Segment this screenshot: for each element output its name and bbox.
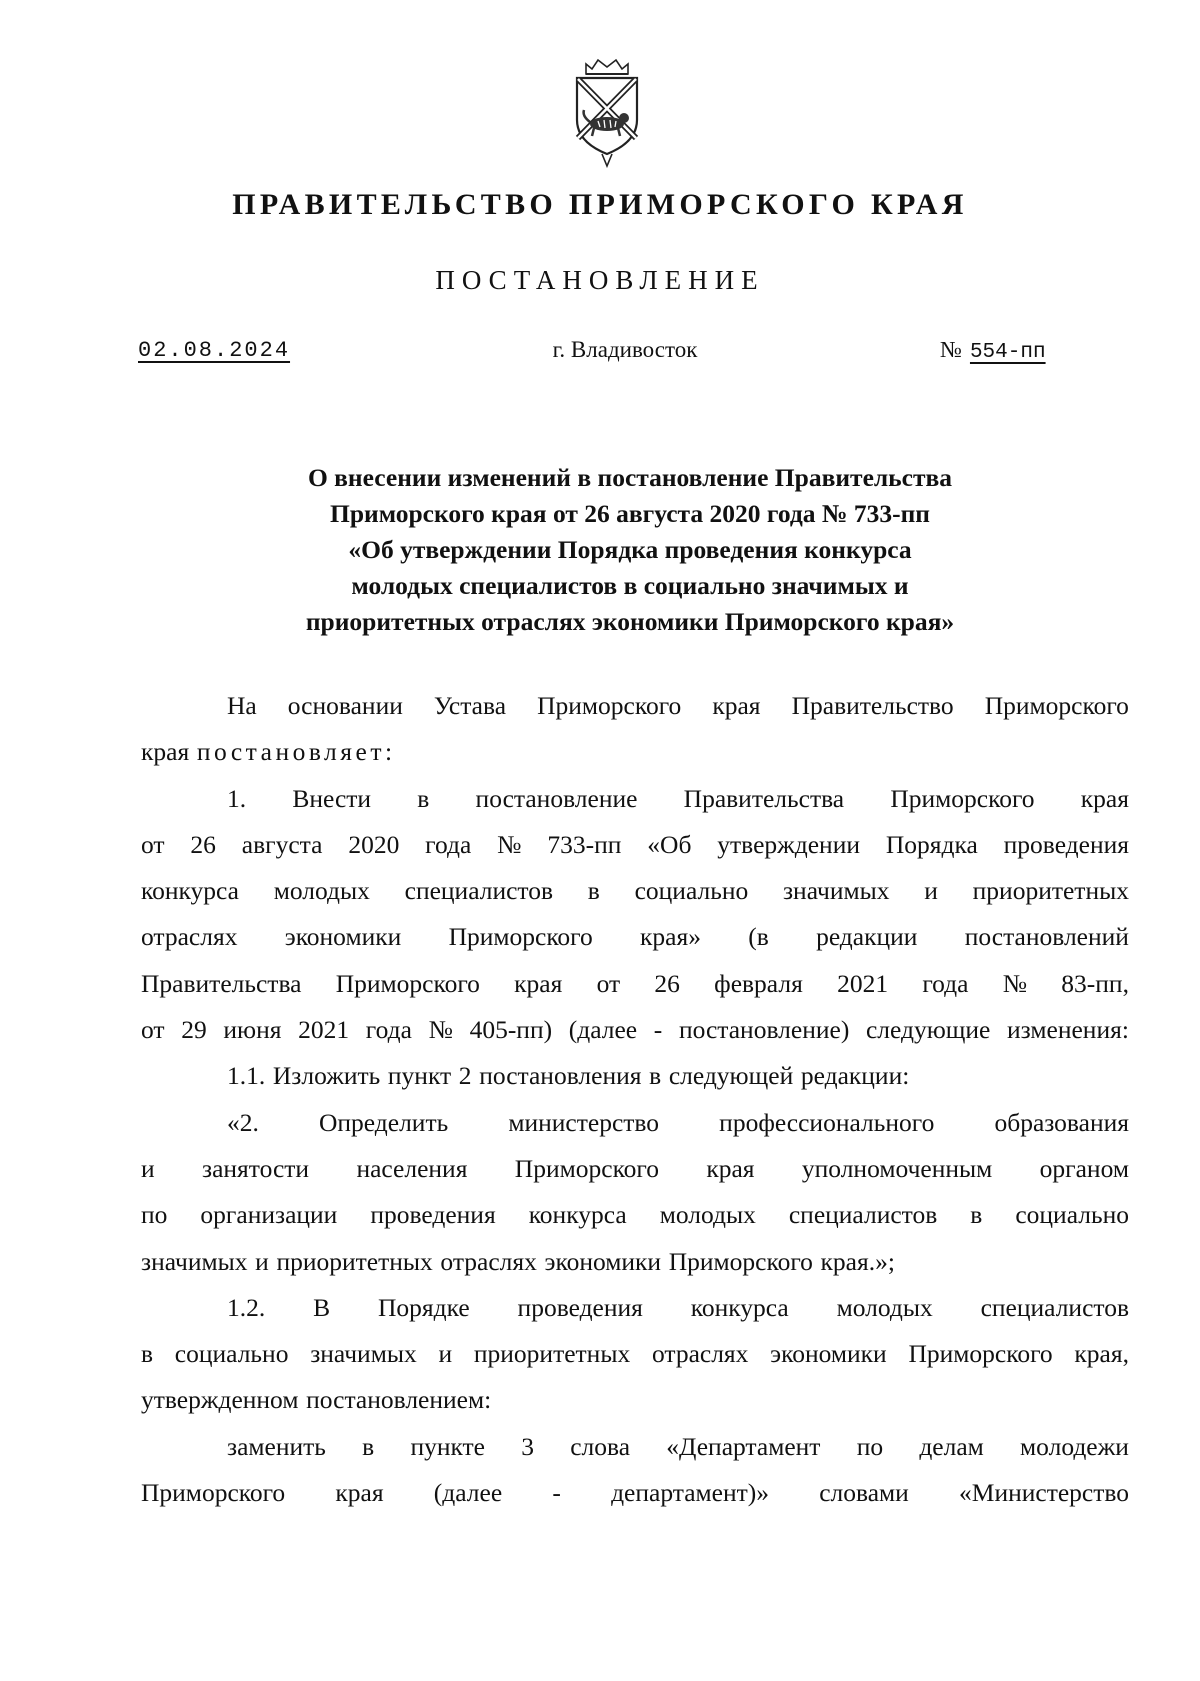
word: края, [1074,1339,1129,1369]
word: 405-пп) [469,1015,553,1045]
word: постановление [475,783,638,813]
word: Правительства [141,968,302,998]
word: постановлений [964,922,1129,952]
word: 2 [458,1061,472,1091]
word: молодых [659,1200,756,1230]
word: от [141,1015,165,1045]
word: приоритетных [473,1339,631,1369]
document-number [940,337,1046,364]
document-date: 02.08.2024 [138,338,291,363]
word: в [587,876,600,906]
word: отраслях [651,1339,749,1369]
word: края [514,968,563,998]
body-line-text: края [141,737,190,767]
word: Приморского [908,1339,1053,1369]
body-line [141,1053,1129,1099]
word: в [417,783,430,813]
word: 1. [227,783,247,813]
word: органом [1039,1153,1129,1183]
word: Изложить [272,1061,381,1091]
word: министерство [508,1107,660,1137]
word: организации [200,1200,338,1230]
word: года [425,829,472,859]
body-line [141,914,1129,960]
word: В [313,1292,331,1322]
body-line [141,1192,1129,1238]
word: и [255,1246,269,1276]
word: пункт [387,1061,452,1091]
word: по [856,1431,884,1461]
body-line [141,822,1129,868]
word: «Департамент [666,1431,821,1461]
word: социально [1015,1200,1129,1230]
word: «Министерство [959,1478,1129,1508]
word: редакции [816,922,918,952]
word: (далее [433,1478,503,1508]
word: Правительство [791,691,954,720]
word: социально [174,1339,289,1369]
word: специалистов [980,1292,1129,1322]
heading-line: О внесении изменений в постановление Правительства [307,463,953,492]
document-heading [200,460,1060,640]
word: Приморского [668,1246,813,1276]
word: «2. [227,1107,259,1137]
word: 1.1. [227,1061,266,1091]
body-line [141,1470,1129,1516]
word: экономики [544,1246,662,1276]
word: основании [287,691,403,720]
word: Приморского [537,691,682,720]
body-line [141,1239,1129,1285]
word: заменить [227,1431,326,1461]
word: 26 [654,968,680,998]
word: 2020 [348,829,400,859]
coat-of-arms-icon [572,58,642,168]
word: № [1002,968,1028,998]
word: приоритетных [276,1246,433,1276]
body-line [141,961,1129,1007]
word: молодых [836,1292,933,1322]
word: Определить [319,1107,449,1137]
word: значимых [310,1339,417,1369]
word: профессионального [719,1107,935,1137]
body-line [141,776,1129,822]
document-body [141,683,1129,1516]
word: Приморского [514,1153,659,1183]
word: отраслях [440,1246,537,1276]
word: края» [640,922,701,952]
word: в [362,1431,375,1461]
word: отраслях [141,922,238,952]
word: и [438,1339,453,1369]
word: экономики [284,922,402,952]
word: уполномоченным [801,1153,993,1183]
word: (в [748,922,769,952]
word: от [141,829,165,859]
number-value: 554-пп [969,341,1046,364]
word: в [970,1200,983,1230]
word: 2021 [298,1015,350,1045]
body-line [141,1146,1129,1192]
word: № [497,829,522,859]
word: следующей [668,1061,794,1091]
word: и [141,1153,155,1183]
body-line [141,1285,1129,1331]
word: края [335,1478,384,1508]
word: утверждении [717,829,860,859]
word: следующие [865,1015,991,1045]
word: Правительства [683,783,845,813]
word: образования [994,1107,1129,1137]
word: конкурса [141,876,239,906]
word: значимых [782,876,890,906]
word: (далее [568,1015,638,1045]
word: постановления [479,1061,642,1091]
word: постановление) [678,1015,850,1045]
heading-line: молодых специалистов в социально значимых и [351,571,909,600]
document-city: г. Владивосток [552,337,698,362]
body-line [141,1100,1129,1146]
word: молодых [273,876,370,906]
body-line [141,1007,1129,1053]
word: края [712,691,761,720]
word: - [552,1478,561,1508]
word: края.»; [820,1246,895,1276]
word: проведения [517,1292,643,1322]
number-label: № [940,337,962,362]
word: 83-пп, [1061,968,1129,998]
word: - [653,1015,663,1045]
word: занятости [202,1153,310,1183]
word: редакции: [800,1061,910,1091]
word: № [428,1015,453,1045]
word: специалистов [404,876,554,906]
word: края [1080,783,1129,813]
word: в [141,1339,154,1369]
word: Приморского [984,691,1129,720]
word: изменения: [1007,1015,1129,1045]
word: населения [356,1153,468,1183]
word: Приморского [890,783,1035,813]
word: от [596,968,621,998]
word: 1.2. [227,1292,266,1322]
word: августа [241,829,323,859]
word: по [141,1200,168,1230]
word: Приморского [141,1478,286,1508]
word: конкурса [528,1200,627,1230]
word: экономики [770,1339,887,1369]
decree-word: постановляет: [196,737,396,767]
word: молодежи [1020,1431,1129,1461]
body-line [141,1377,1129,1423]
word: «Об [647,829,692,859]
government-title: ПРАВИТЕЛЬСТВО ПРИМОРСКОГО КРАЯ [232,188,968,221]
word: года [365,1015,412,1045]
word: и [924,876,938,906]
word: специалистов [788,1200,938,1230]
word: июня [223,1015,282,1045]
word: департамент)» [611,1478,769,1508]
word: приоритетных [972,876,1129,906]
word: делам [919,1431,984,1461]
word: Приморского [335,968,480,998]
word: социально [634,876,749,906]
word: в [649,1061,662,1091]
heading-line: Приморского края от 26 августа 2020 года № 733-пп [330,499,930,528]
word: Порядке [377,1292,470,1322]
word: утвержденном [141,1385,299,1415]
body-line [141,729,1129,775]
word: словами [819,1478,909,1508]
document-type: ПОСТАНОВЛЕНИЕ [435,265,765,295]
word: значимых [141,1246,248,1276]
word: 2021 [837,968,889,998]
body-line [141,683,1129,729]
word: пункте [410,1431,485,1461]
word: 29 [181,1015,207,1045]
heading-line: приоритетных отраслях экономики Приморского края» [305,607,955,636]
word: На [227,691,257,720]
word: проведения [1003,829,1129,859]
word: 3 [521,1431,534,1461]
word: края [706,1153,755,1183]
word: года [922,968,969,998]
word: конкурса [690,1292,789,1322]
word: Внести [292,783,372,813]
word: слова [570,1431,631,1461]
word: проведения [370,1200,496,1230]
word: 26 [190,829,216,859]
word: февраля [714,968,803,998]
word: Порядка [885,829,978,859]
word: Устава [433,691,507,720]
word: Приморского [448,922,593,952]
heading-line: «Об утверждении Порядка проведения конкурса [348,535,912,564]
body-line [141,1331,1129,1377]
body-line [141,1424,1129,1470]
body-line [141,868,1129,914]
word: 733-пп [547,829,622,859]
word: постановлением: [306,1385,492,1415]
